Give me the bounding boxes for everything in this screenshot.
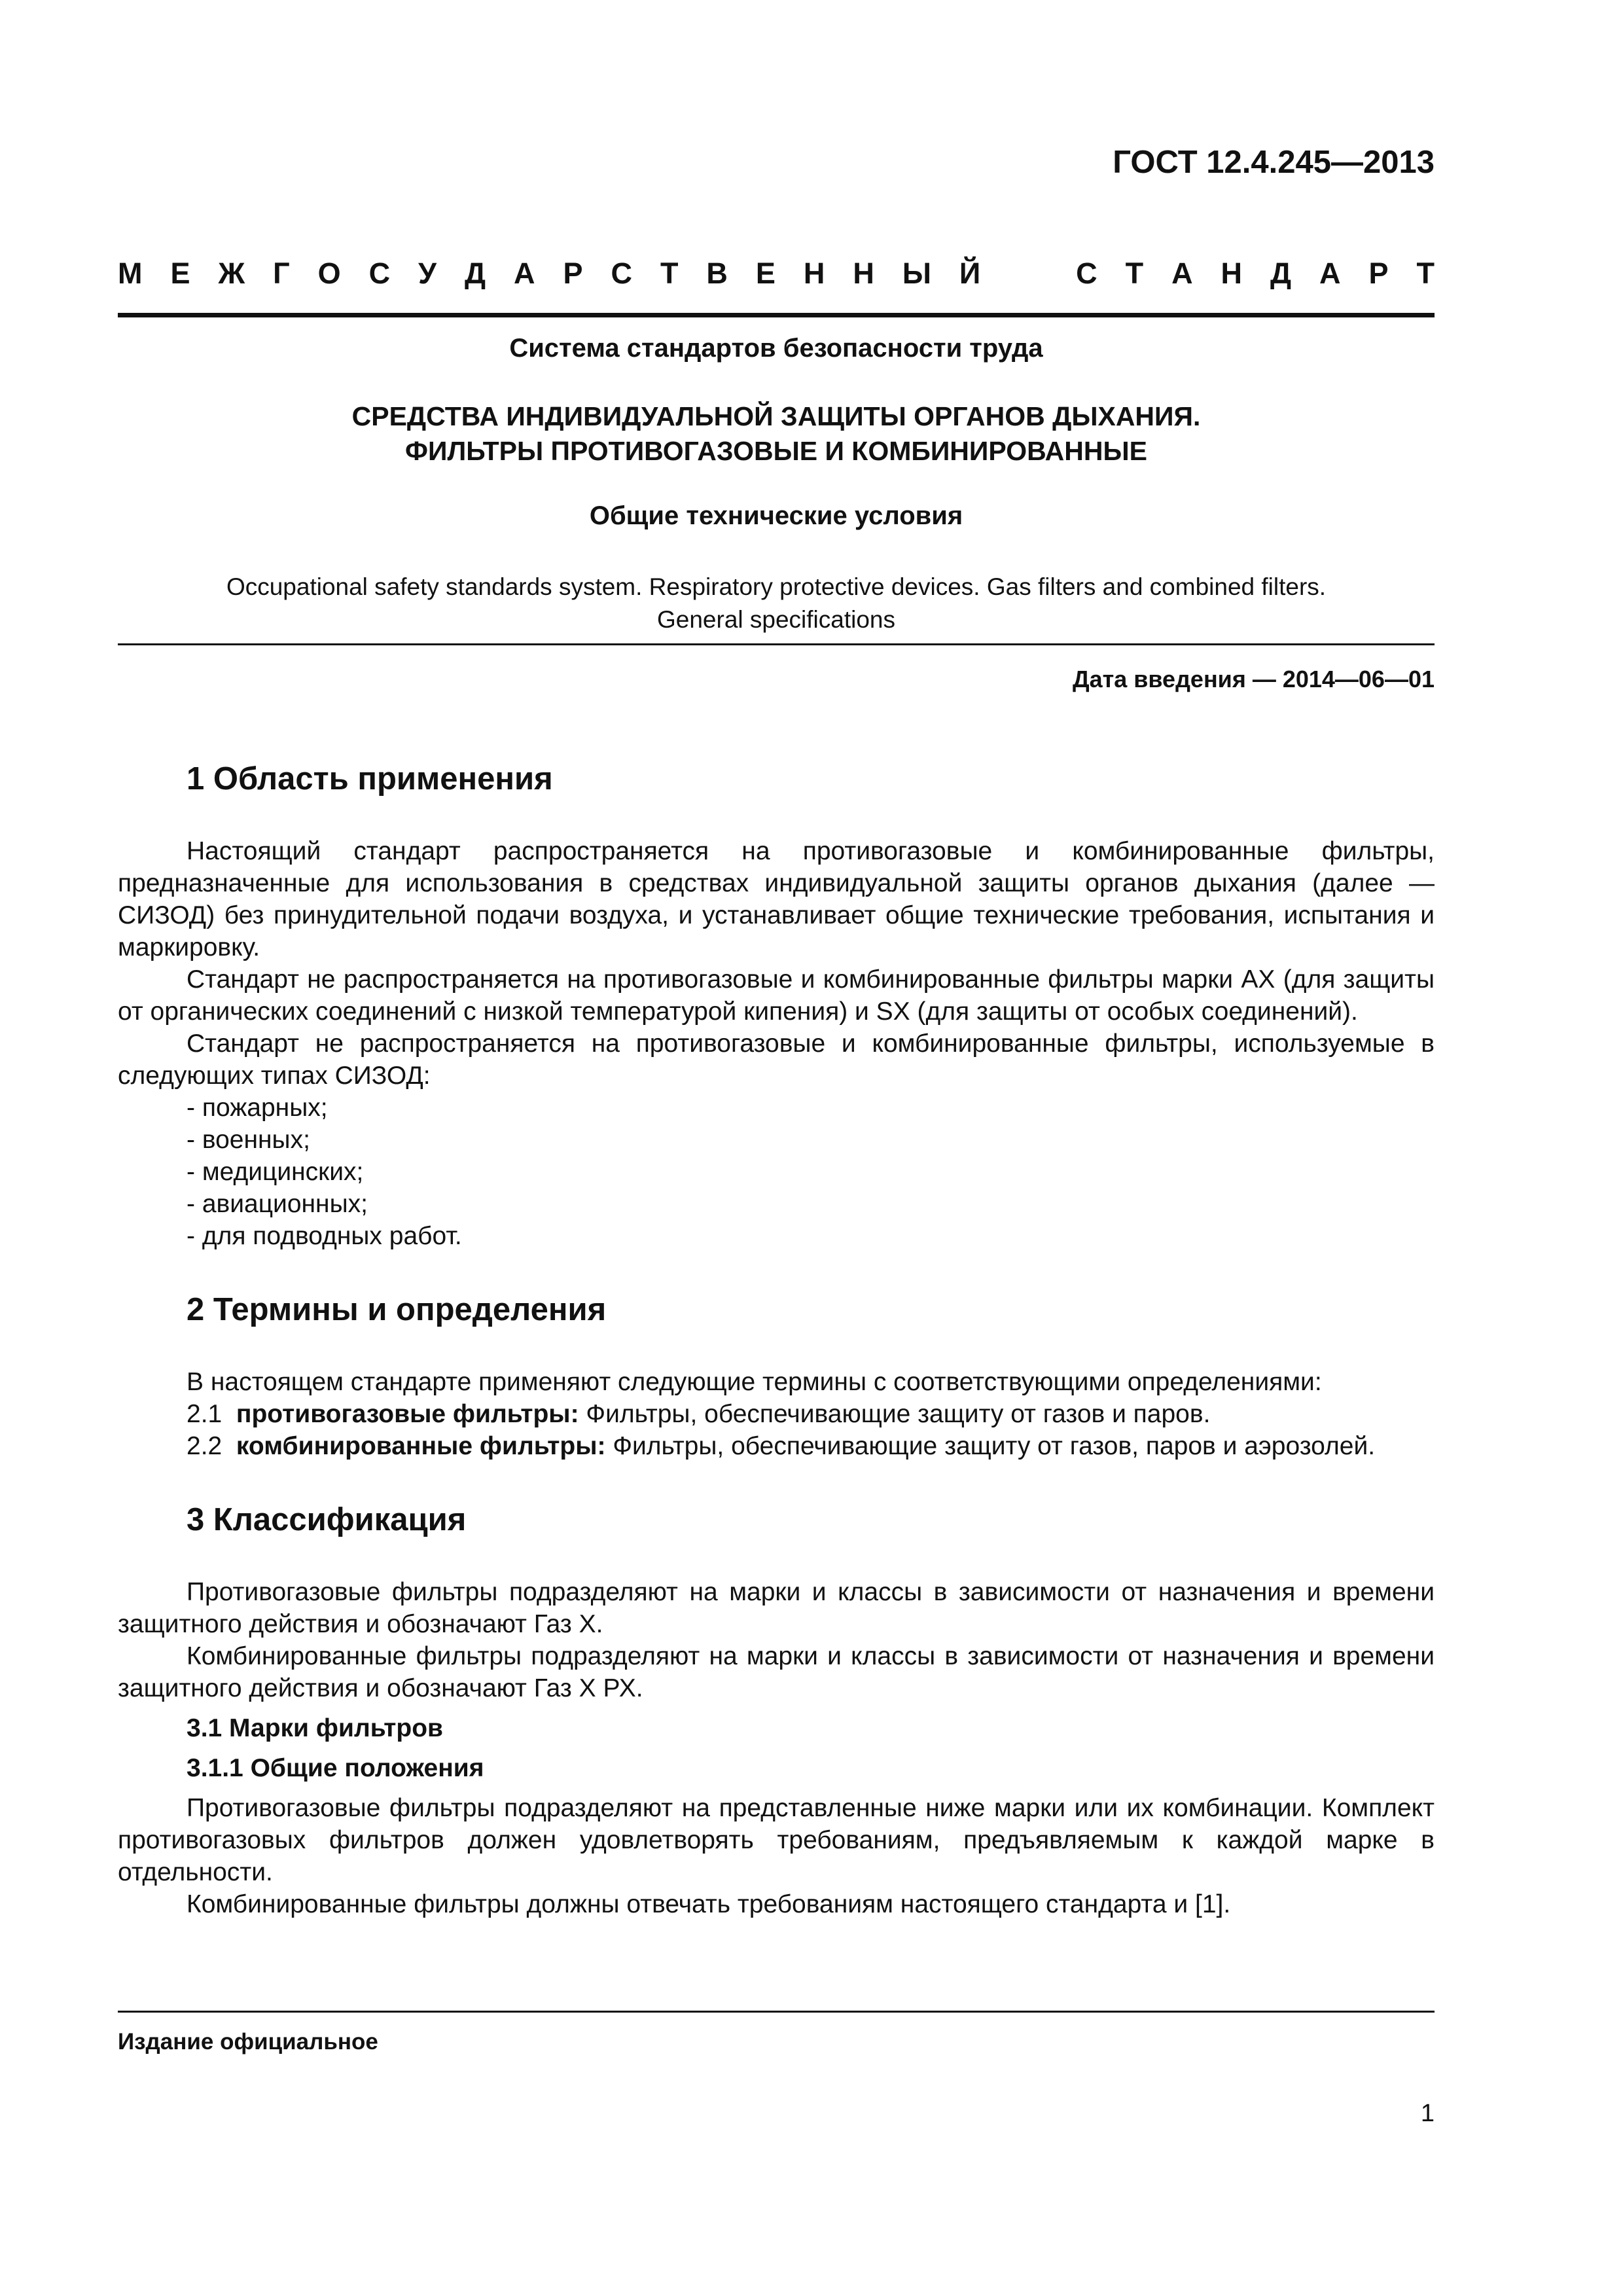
banner-letter: А — [1171, 257, 1193, 290]
list-item: - пожарных; — [187, 1094, 328, 1122]
page-number: 1 — [1420, 2100, 1435, 2127]
section-3-paragraph-4: Комбинированные фильтры должны отвечать требованиям настоящего стандарта и [1]. — [187, 1890, 1231, 1918]
document-subtitle: Общие технические условия — [589, 501, 963, 530]
section-3-paragraph-3: Противогазовые фильтры подразделяют на представленные ниже марки или их комбинации. Комплект противогазовых фильтров должен удовлетворять требованиям, предъявляемым к каждой марке в отдельности. — [118, 1794, 1435, 1886]
list-item: - авиационных; — [187, 1190, 368, 1218]
term-definition: Фильтры, обеспечивающие защиту от газов, паров и аэрозолей. — [605, 1432, 1376, 1460]
section-1-paragraph-3: Стандарт не распространяется на противогазовые и комбинированные фильтры, используемые в следующих типах СИЗОД: — [118, 1030, 1435, 1090]
banner-letter: Е — [170, 257, 190, 290]
banner-letter: Т — [660, 257, 679, 290]
banner-letter: Й — [959, 257, 981, 290]
banner-letter: Д — [1270, 257, 1292, 290]
banner-letter: Ы — [902, 257, 931, 290]
banner-letter: Т — [1125, 257, 1144, 290]
banner-letter: В — [706, 257, 728, 290]
term-2-1 — [118, 1398, 1435, 1430]
banner-letter: Т — [1416, 257, 1435, 290]
section-1-heading: 1 Область применения — [187, 761, 553, 797]
section-2-heading: 2 Термины и определения — [187, 1292, 607, 1327]
banner-letter: А — [514, 257, 535, 290]
bottom-rule — [118, 2011, 1435, 2013]
document-title — [118, 399, 1435, 469]
banner-letter: Р — [1368, 257, 1389, 290]
title-line-2: ФИЛЬТРЫ ПРОТИВОГАЗОВЫЕ И КОМБИНИРОВАННЫЕ — [405, 436, 1147, 466]
section-3-heading: 3 Классификация — [187, 1502, 467, 1537]
banner-word-gap — [1008, 257, 1048, 291]
english-title-line-1: Occupational safety standards system. Respiratory protective devices. Gas filters and combined filters. — [226, 573, 1327, 600]
document-body — [118, 759, 1435, 1920]
interstate-standard-banner — [118, 257, 1435, 291]
banner-letter: Н — [853, 257, 874, 290]
term-2-2 — [118, 1430, 1435, 1462]
banner-letter: О — [317, 257, 341, 290]
term-name: противогазовые фильтры: — [236, 1400, 579, 1428]
section-2-paragraph-1: В настоящем стандарте применяют следующие термины с соответствующими определениями: — [187, 1368, 1322, 1396]
top-rule — [118, 313, 1435, 317]
term-definition: Фильтры, обеспечивающие защиту от газов и паров. — [579, 1400, 1211, 1428]
subsection-3-1-heading: 3.1 Марки фильтров — [187, 1714, 443, 1742]
term-number: 2.1 — [187, 1400, 223, 1428]
english-title-line-2: General specifications — [656, 606, 896, 633]
term-number: 2.2 — [187, 1432, 223, 1460]
standards-series: Система стандартов безопасности труда — [509, 334, 1043, 363]
banner-letter: Н — [803, 257, 825, 290]
section-1-paragraph-1: Настоящий стандарт распространяется на противогазовые и комбинированные фильтры, предназначенные для использования в средствах индивидуальной защиты органов дыхания (далее — СИЗОД) без принудительной подачи воздуха, и устанавливает общие технические требования, испытания и маркировку. — [118, 837, 1435, 961]
official-edition-label: Издание официальное — [118, 2029, 378, 2054]
subsection-3-1-1-heading: 3.1.1 Общие положения — [187, 1754, 484, 1782]
banner-letter: Р — [563, 257, 583, 290]
list-item: - медицинских; — [187, 1158, 364, 1186]
banner-letter: Ж — [218, 257, 245, 290]
banner-letter: Е — [755, 257, 776, 290]
banner-letter: М — [118, 257, 143, 290]
section-3-paragraph-2: Комбинированные фильтры подразделяют на марки и классы в зависимости от назначения и времени защитного действия и обозначают Газ X РХ. — [118, 1642, 1435, 1702]
banner-letter: У — [418, 257, 437, 290]
banner-letter: Н — [1221, 257, 1243, 290]
middle-rule — [118, 643, 1435, 645]
term-name: комбинированные фильтры: — [236, 1432, 606, 1460]
banner-letter: А — [1319, 257, 1341, 290]
banner-letter: Г — [273, 257, 290, 290]
english-title — [118, 571, 1435, 636]
document-number: ГОСТ 12.4.245—2013 — [1113, 145, 1435, 180]
introduction-date: Дата введения — 2014—06—01 — [1072, 666, 1435, 692]
banner-letter: С — [1076, 257, 1097, 290]
title-line-1: СРЕДСТВА ИНДИВИДУАЛЬНОЙ ЗАЩИТЫ ОРГАНОВ ДЫХАНИЯ. — [351, 401, 1201, 431]
section-1-paragraph-2: Стандарт не распространяется на противогазовые и комбинированные фильтры марки АХ (для защиты от органических соединений с низкой температурой кипения) и SX (для защиты от особых соединений). — [118, 965, 1435, 1026]
banner-letter: Д — [465, 257, 486, 290]
list-item: - для подводных работ. — [187, 1222, 462, 1250]
section-3-paragraph-1: Противогазовые фильтры подразделяют на марки и классы в зависимости от назначения и времени защитного действия и обозначают Газ X. — [118, 1578, 1435, 1638]
list-item: - военных; — [187, 1126, 310, 1154]
banner-letter: С — [368, 257, 391, 290]
banner-letter: С — [611, 257, 632, 290]
